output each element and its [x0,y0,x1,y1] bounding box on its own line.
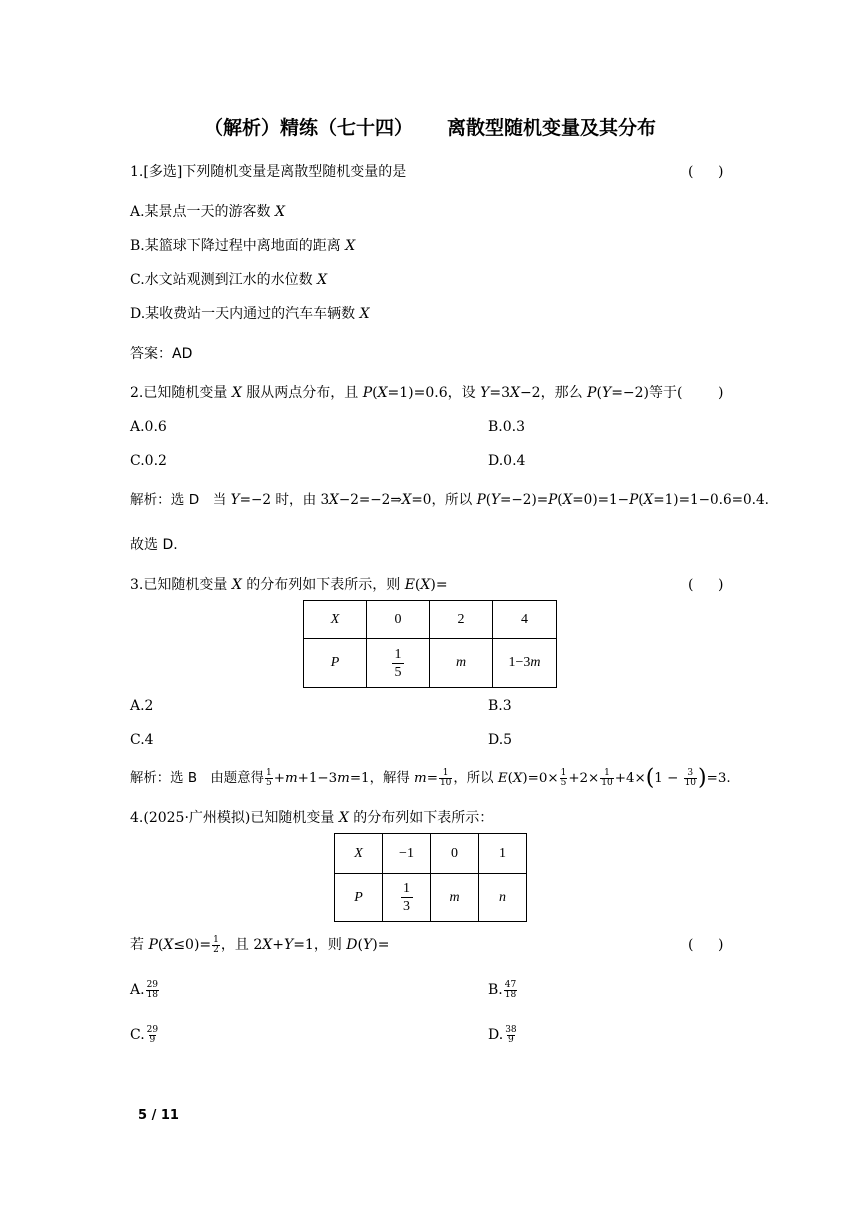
q4-option-a: A. $\frac{29}{18}$ [130,979,159,1000]
q2-answer-paren-close: ) [718,385,724,401]
table-cell: X [304,601,367,639]
q1-option-c: C.水文站观测到江水的水位数 X [130,272,328,288]
q3-option-b: B.3 [488,698,512,714]
q3-option-c: C.4 [130,732,154,748]
q1-stem: 1.[多选]下列随机变量是离散型随机变量的是 [130,164,407,180]
q4-option-d: D. $\frac{38}{9}$ [488,1024,517,1045]
q1-option-b: B.某篮球下降过程中离地面的距离 X [130,238,356,254]
table-cell: P [304,639,367,688]
table-cell: 0 [367,601,430,639]
table-cell: 1−3m [493,639,557,688]
table-cell: n [479,874,527,922]
q3-stem: 3.已知随机变量 X 的分布列如下表所示，则 E(X)= [130,577,448,593]
q4-answer-paren: ( ) [688,937,724,953]
title-left: （解析）精练（七十四） [203,117,413,139]
q4-option-b: B. $\frac{47}{18}$ [488,979,517,1000]
table-cell: 4 [493,601,557,639]
q3-solution: 解析：选 B 由题意得 $\frac{1}{5}$ +m+1−3m=1，解得 m= $\frac{1}{10}$ ，所以 E(X)=0× $\frac{1}{5}$ +2× $\frac{1}{10}$ +4×(1 − $\frac{3}{10}$ )=3. [130,765,731,791]
table-cell: P [335,874,383,922]
page-title [0,116,860,140]
q4-condition: 若 P(X≤0)= $\frac{1}{2}$ ，且 2X+Y=1，则 D(Y)= [130,934,390,955]
q1-option-a: A.某景点一天的游客数 X [130,204,285,220]
q3-option-a: A.2 [130,698,154,714]
q4-stem: 4.(2025·广州模拟)已知随机变量 X 的分布列如下表所示： [130,810,494,826]
q2-option-c: C.0.2 [130,453,167,469]
table-cell: m [430,639,493,688]
q3-distribution-table [303,600,557,688]
table-cell: m [431,874,479,922]
q4-option-c: C. $\frac{29}{9}$ [130,1024,159,1045]
q2-option-b: B.0.3 [488,419,526,435]
q2-solution: 解析：选 D 当 Y=−2 时，由 3X−2=−2⇒X=0，所以 P(Y=−2)=P(X=0)=1−P(X=1)=1−0.6=0.4. [130,492,769,508]
q1-answer-paren: ( ) [688,164,724,180]
q2-option-a: A.0.6 [130,419,167,435]
table-cell: 1 [479,834,527,874]
title-right: 离散型随机变量及其分布 [447,117,657,139]
q2-solution-end: 故选 D. [130,537,178,553]
table-cell: $\frac{1}{3}$ [383,874,431,922]
q4-distribution-table [334,833,527,922]
q2-stem: 2.已知随机变量 X 服从两点分布，且 P(X=1)=0.6，设 Y=3X−2，那么 P(Y=−2)等于( [130,385,683,401]
page-number: 5 / 11 [138,1108,179,1123]
q1-answer: 答案：AD [130,346,193,362]
q1-option-d: D.某收费站一天内通过的汽车车辆数 X [130,306,370,322]
table-cell: −1 [383,834,431,874]
q3-option-d: D.5 [488,732,513,748]
table-cell: 0 [431,834,479,874]
table-cell: $\frac{1}{5}$ [367,639,430,688]
table-cell: X [335,834,383,874]
q3-answer-paren: ( ) [688,577,724,593]
table-cell: 2 [430,601,493,639]
q2-option-d: D.0.4 [488,453,526,469]
